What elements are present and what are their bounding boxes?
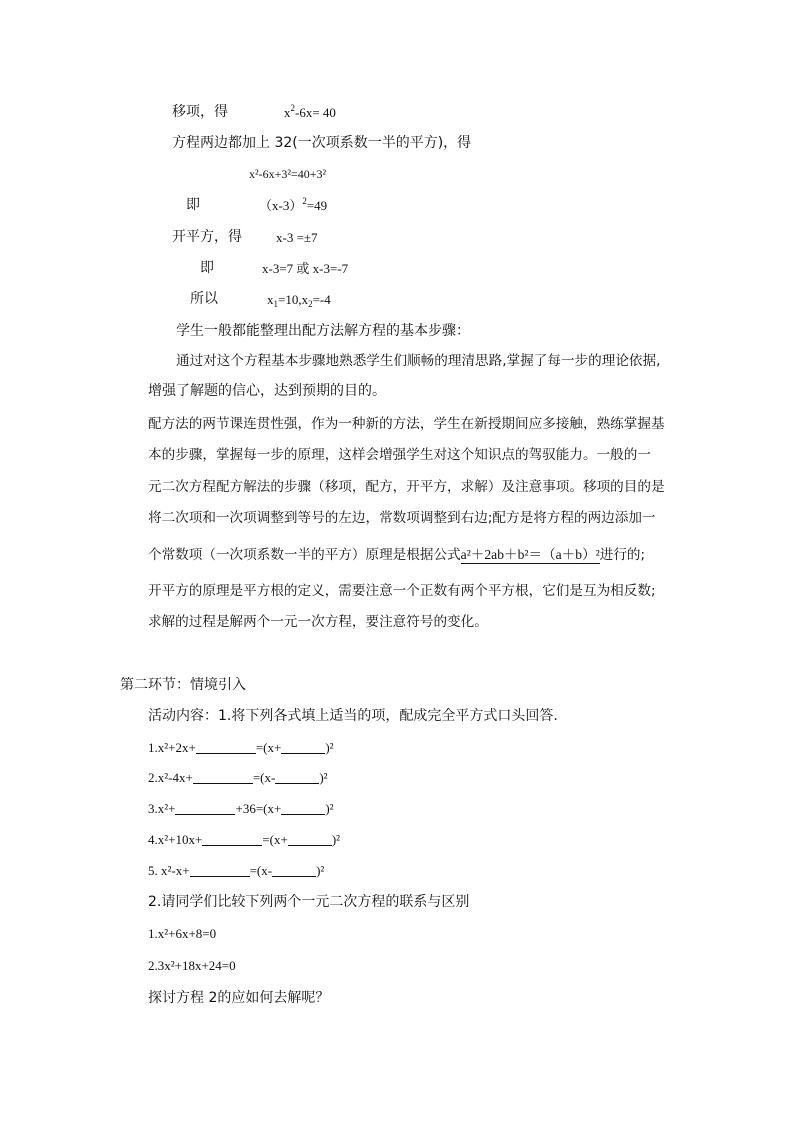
step-add-text: 方程两边都加上 32(一次项系数一半的平方)，得: [172, 135, 472, 151]
step-ji2-label: 即: [200, 260, 214, 276]
exercise-item-2: 2.x²-4x+ =(x- )²: [148, 770, 328, 785]
paragraph-line-2: 本的步骤，掌握每一步的原理，这样会增强学生对这个知识点的驾驭能力。一般的一: [148, 447, 651, 463]
paragraph-line-1: 配方法的两节课连贯性强，作为一种新的方法，学生在新授期间应多接触，熟练掌握基: [148, 416, 665, 432]
paragraph-line-6: 开平方的原理是平方根的定义，需要注意一个正数有两个平方根，它们是互为相反数;: [148, 583, 656, 599]
answer-blank[interactable]: [190, 864, 250, 877]
summary-line-1: 学生一般都能整理出配方法解方程的基本步骤：: [176, 323, 470, 339]
exercise-item-4: 4.x²+10x+ =(x+ )²: [148, 832, 341, 847]
equation-1: 1.x²+6x+8=0: [148, 926, 217, 941]
summary-line-2: 通过对这个方程基本步骤地熟悉学生们顺畅的理清思路,掌握了每一步的理论依据,: [176, 353, 661, 369]
paragraph-line-5: 个常数项（一次项系数一半的平方）原理是根据公式a²＋2ab＋b²＝（a＋b）²进行的;: [148, 547, 646, 563]
exercise-item-3: 3.x²+ +36=(x+ )²: [148, 801, 334, 816]
step-so-label: 所以: [190, 291, 218, 307]
step-move-label: 移项，得: [172, 104, 228, 120]
answer-blank[interactable]: [281, 741, 325, 754]
compare-question: 2.请同学们比较下列两个一元二次方程的联系与区别: [148, 894, 470, 910]
answer-blank[interactable]: [288, 833, 332, 846]
answer-blank[interactable]: [193, 771, 253, 784]
equation-2: 2.3x²+18x+24=0: [148, 958, 236, 973]
step-ji1-label: 即: [186, 197, 200, 213]
answer-blank[interactable]: [175, 802, 235, 815]
step-so-equation: $x_1=10,x_2=-4$: [267, 292, 331, 309]
section2-heading: 第二环节：情境引入: [120, 677, 246, 693]
answer-blank[interactable]: [196, 741, 256, 754]
summary-line-3: 增强了解题的信心，达到预期的目的。: [148, 383, 386, 399]
step-ji2-equation: x-3=7 或 x-3=-7: [262, 261, 349, 276]
step-add-equation: x²-6x+3²=40+3²: [249, 167, 327, 181]
answer-blank[interactable]: [202, 833, 262, 846]
step-ji1-equation: $(x-3)^2=49$: [259, 196, 328, 213]
exercise-item-5: 5. x²-x+ =(x- )²: [148, 863, 325, 878]
discussion-question: 探讨方程 2的应如何去解呢？: [148, 990, 330, 1006]
step-move-equation: $x^2-6x= 40$: [284, 103, 336, 120]
paragraph-line-3: 元二次方程配方解法的步骤（移项，配方，开平方，求解）及注意事项。移项的目的是: [148, 479, 665, 495]
exercise-item-1: 1.x²+2x+ =(x+ )²: [148, 740, 334, 755]
square-formula: a²＋2ab＋b²＝（a＋b）²: [460, 547, 600, 562]
activity-text: 活动内容：1.将下列各式填上适当的项，配成完全平方式口头回答.: [148, 708, 558, 724]
step-sqrt-label: 开平方，得: [172, 229, 242, 245]
answer-blank[interactable]: [272, 864, 316, 877]
answer-blank[interactable]: [275, 771, 319, 784]
paragraph-line-4: 将二次项和一次项调整到等号的左边，常数项调整到右边;配方是将方程的两边添加一: [148, 510, 656, 526]
paragraph-line-7: 求解的过程是解两个一元一次方程，要注意符号的变化。: [148, 614, 488, 630]
step-sqrt-equation: x-3 =±7: [276, 230, 318, 245]
answer-blank[interactable]: [281, 802, 325, 815]
